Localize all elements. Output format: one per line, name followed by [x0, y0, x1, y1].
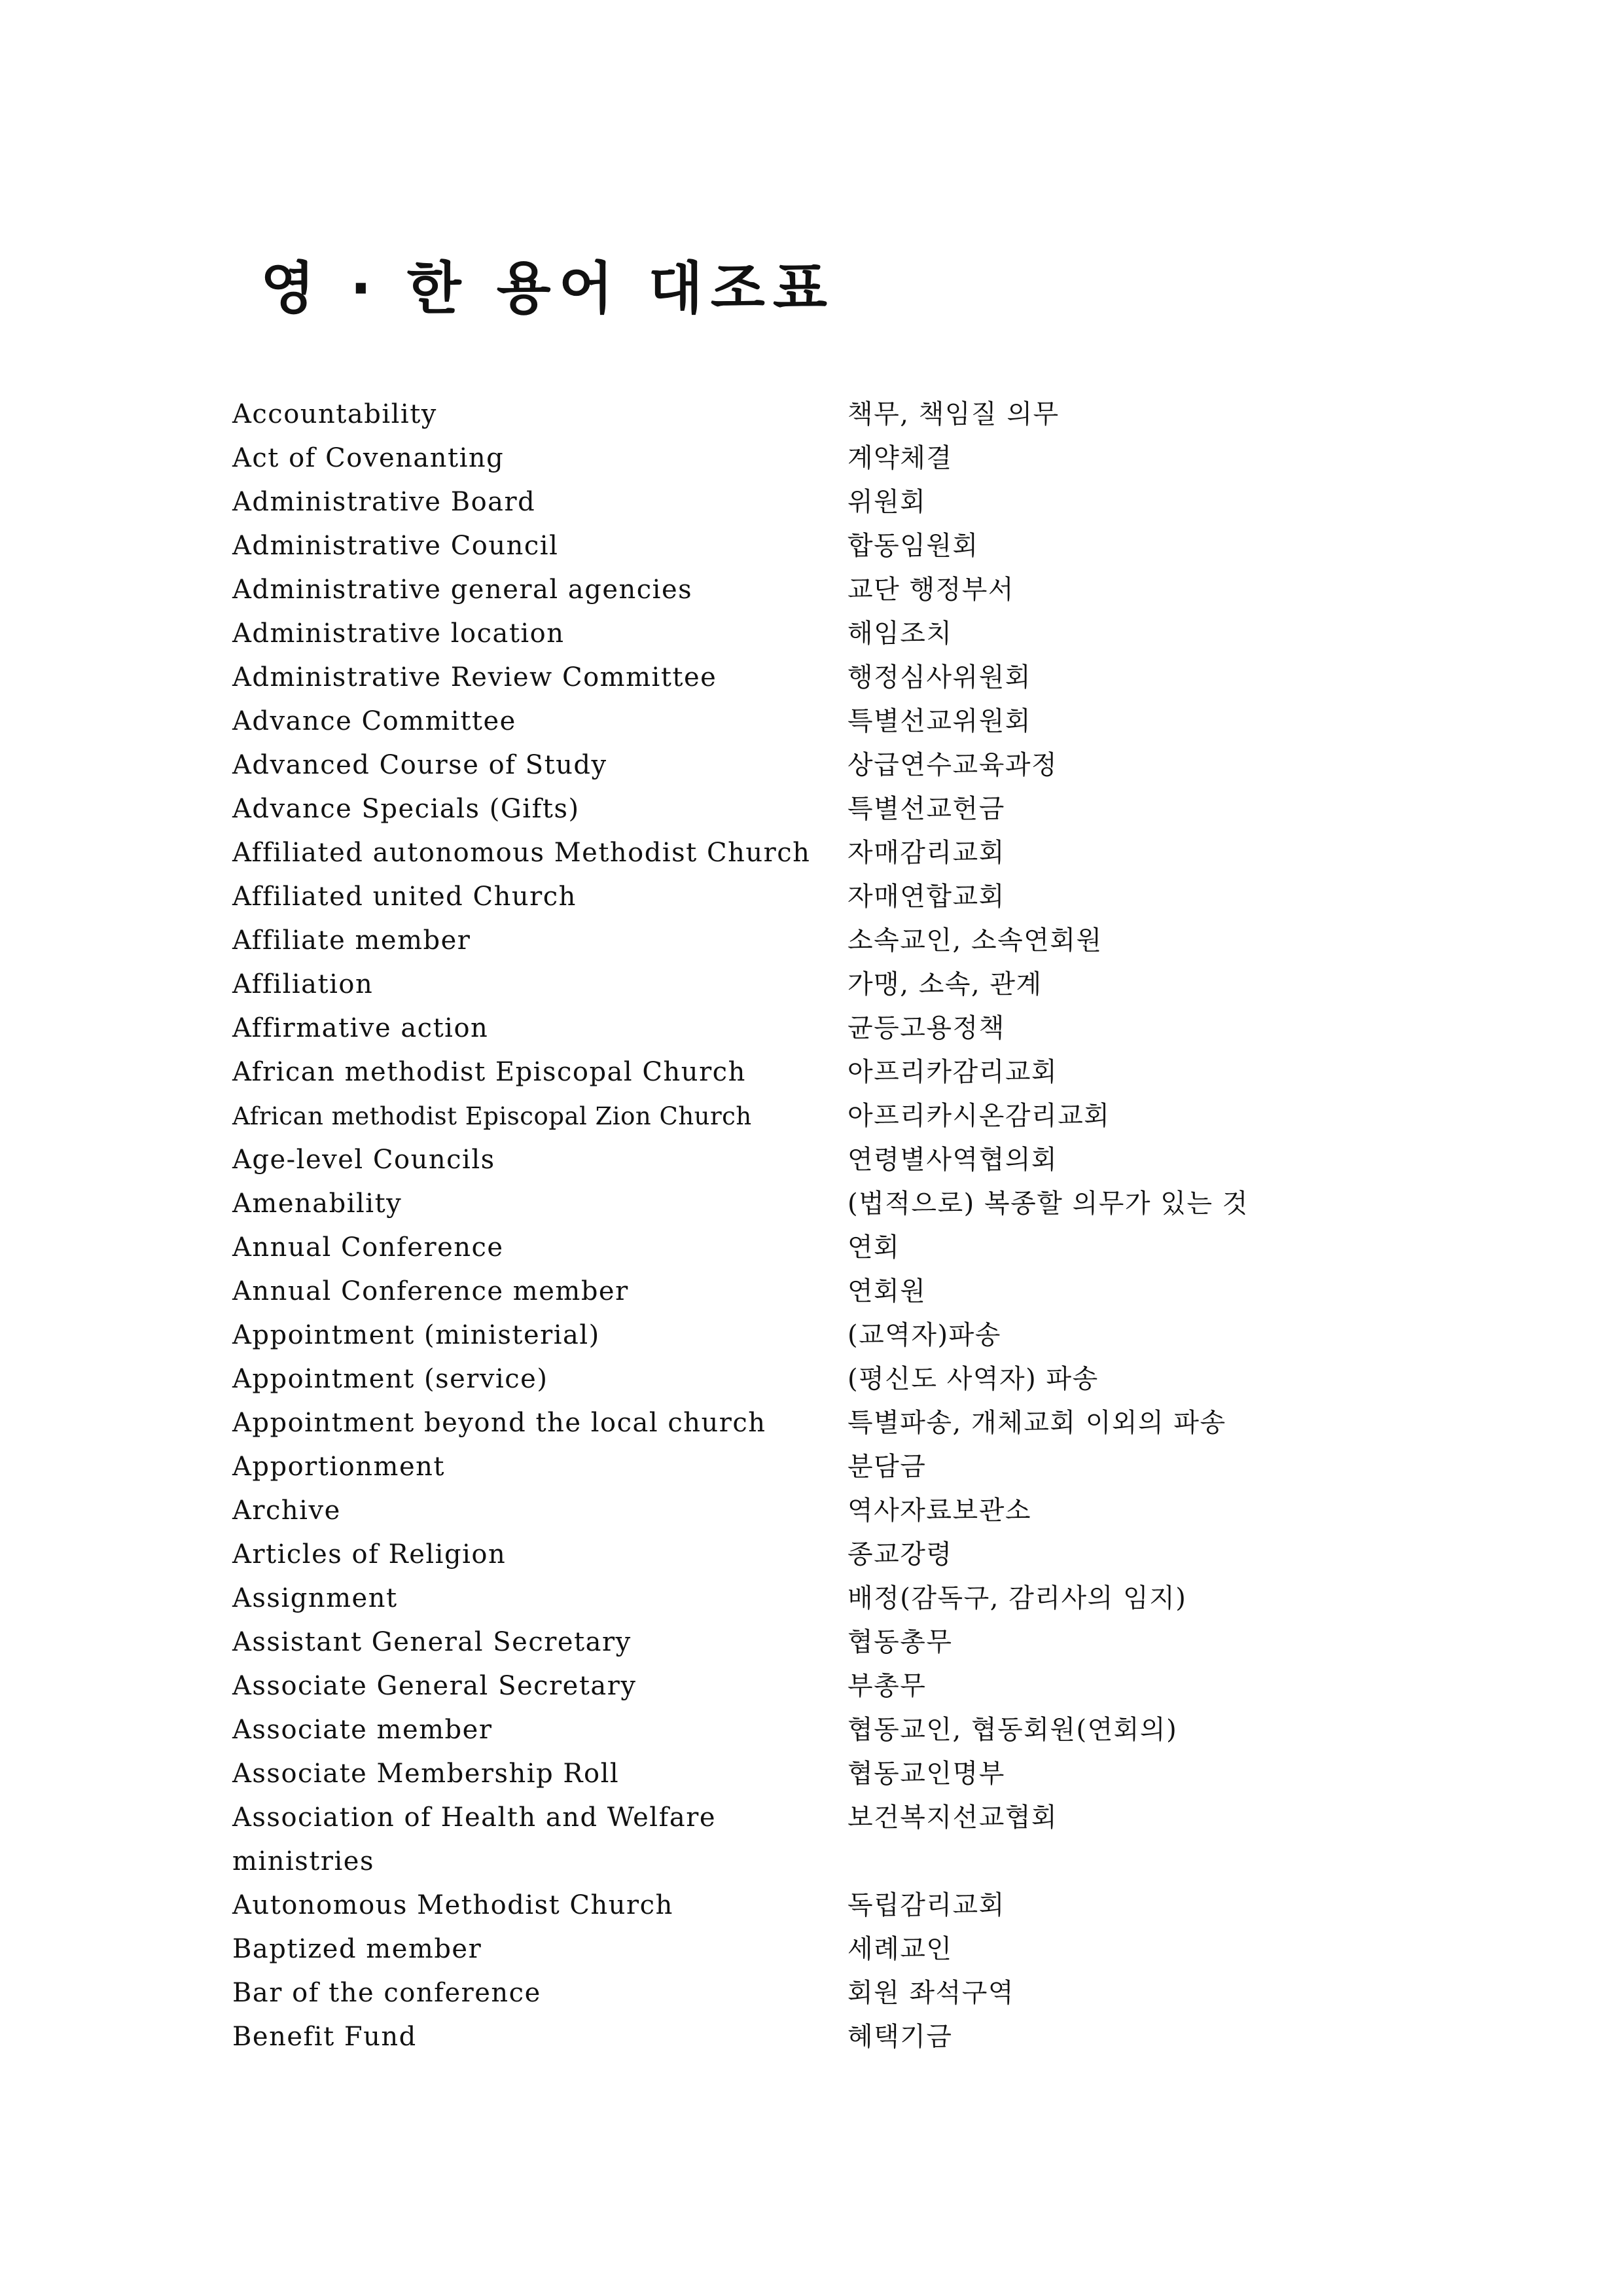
glossary-entry — [232, 919, 1476, 963]
english-term: Annual Conference — [232, 1232, 504, 1263]
glossary-entry — [232, 831, 1476, 875]
korean-term: 연령별사역협의회 — [847, 1145, 1058, 1175]
korean-term: 세례교인 — [847, 1934, 953, 1964]
glossary-entry — [232, 1357, 1476, 1401]
korean-term: 자매연합교회 — [847, 882, 1005, 912]
english-term: Associate member — [232, 1715, 493, 1745]
korean-term: 소속교인, 소속연회원 — [847, 925, 1103, 956]
glossary-entry — [232, 393, 1476, 437]
korean-term: 회원 좌석구역 — [847, 1978, 1015, 2008]
english-term: Accountability — [232, 399, 437, 429]
glossary-entry — [232, 1489, 1476, 1533]
glossary-entry — [232, 1884, 1476, 1928]
glossary-entry — [232, 1050, 1476, 1094]
english-term: Affiliate member — [232, 925, 471, 956]
glossary-entry — [232, 1708, 1476, 1752]
english-term: Advance Committee — [232, 706, 516, 736]
glossary-entry — [232, 1796, 1476, 1884]
english-term: Benefit Fund — [232, 2022, 417, 2052]
korean-term: 특별선교위원회 — [847, 706, 1031, 736]
english-term: Advance Specials (Gifts) — [232, 794, 580, 824]
korean-term: 협동총무 — [847, 1627, 953, 1657]
english-term: Administrative Review Committee — [232, 662, 717, 692]
english-term: Amenability — [232, 1189, 402, 1219]
glossary-entry — [232, 1664, 1476, 1708]
korean-term: 종교강령 — [847, 1539, 953, 1570]
korean-term: (법적으로) 복종할 의무가 있는 것 — [847, 1189, 1249, 1219]
glossary-entry — [232, 1445, 1476, 1489]
english-term: Administrative Board — [232, 487, 536, 517]
korean-term: (평신도 사역자) 파송 — [847, 1364, 1099, 1394]
korean-term: 보건복지선교협회 — [847, 1803, 1058, 1833]
page-title: 영 · 한 용어 대조표 — [260, 256, 835, 321]
glossary-entry — [232, 1007, 1476, 1050]
english-term: Assignment — [232, 1583, 398, 1613]
korean-term: 협동교인명부 — [847, 1759, 1005, 1789]
glossary-entry — [232, 1401, 1476, 1445]
english-term: Annual Conference member — [232, 1276, 629, 1306]
glossary-entry — [232, 656, 1476, 700]
glossary-entry — [232, 1314, 1476, 1357]
english-term: Administrative general agencies — [232, 575, 693, 605]
korean-term: 특별선교헌금 — [847, 794, 1005, 824]
english-term: Advanced Course of Study — [232, 750, 607, 780]
korean-term: 가맹, 소속, 관계 — [847, 969, 1043, 999]
glossary-entry — [232, 875, 1476, 919]
glossary-entry — [232, 787, 1476, 831]
korean-term: 계약체결 — [847, 443, 953, 473]
glossary-entry — [232, 2015, 1476, 2059]
korean-term: 상급연수교육과정 — [847, 750, 1058, 780]
korean-term: 연회원 — [847, 1276, 927, 1306]
english-term: Administrative Council — [232, 531, 559, 561]
glossary-entry — [232, 480, 1476, 524]
glossary-entry — [232, 1928, 1476, 1971]
english-term: African methodist Episcopal Church — [232, 1057, 746, 1087]
korean-term: 부총무 — [847, 1671, 927, 1701]
glossary-entry — [232, 700, 1476, 744]
glossary-entry — [232, 1182, 1476, 1226]
english-term: Autonomous Methodist Church — [232, 1890, 673, 1920]
korean-term: 위원회 — [847, 487, 927, 517]
korean-term: 아프리카감리교회 — [847, 1057, 1058, 1087]
glossary-entry — [232, 1138, 1476, 1182]
korean-term: 독립감리교회 — [847, 1890, 1005, 1920]
english-term: Age-level Councils — [232, 1145, 495, 1175]
korean-term: 행정심사위원회 — [847, 662, 1031, 692]
korean-term: 특별파송, 개체교회 이외의 파송 — [847, 1408, 1226, 1438]
glossary-entry — [232, 437, 1476, 480]
english-term: Articles of Religion — [232, 1539, 507, 1570]
english-term: Affiliated autonomous Methodist Church — [232, 838, 811, 868]
glossary-list — [232, 393, 1476, 2059]
korean-term: 혜택기금 — [847, 2022, 953, 2052]
korean-term: 협동교인, 협동회원(연회의) — [847, 1715, 1178, 1745]
glossary-entry — [232, 524, 1476, 568]
english-term: Affiliation — [232, 969, 374, 999]
english-term: Associate General Secretary — [232, 1671, 637, 1701]
english-term: Administrative location — [232, 619, 565, 649]
korean-term: 합동임원회 — [847, 531, 979, 561]
english-term: Bar of the conference — [232, 1978, 541, 2008]
korean-term: 균등고용정책 — [847, 1013, 1005, 1043]
english-term: Affiliated united Church — [232, 882, 577, 912]
english-term: Associate Membership Roll — [232, 1759, 620, 1789]
glossary-entry — [232, 1094, 1476, 1138]
korean-term: (교역자)파송 — [847, 1320, 1001, 1350]
korean-term: 배정(감독구, 감리사의 임지) — [847, 1583, 1187, 1613]
glossary-entry — [232, 612, 1476, 656]
korean-term: 책무, 책임질 의무 — [847, 399, 1060, 429]
glossary-entry — [232, 1533, 1476, 1577]
english-term: Act of Covenanting — [232, 443, 505, 473]
english-term: African methodist Episcopal Zion Church — [232, 1102, 752, 1130]
english-term: Association of Health and Welfare ministries — [232, 1803, 717, 1876]
korean-term: 아프리카시온감리교회 — [847, 1101, 1111, 1131]
english-term: Apportionment — [232, 1452, 445, 1482]
korean-term: 자매감리교회 — [847, 838, 1005, 868]
glossary-entry — [232, 1971, 1476, 2015]
glossary-entry — [232, 568, 1476, 612]
korean-term: 해임조치 — [847, 619, 953, 649]
korean-term: 분담금 — [847, 1452, 927, 1482]
korean-term: 역사자료보관소 — [847, 1496, 1031, 1526]
glossary-entry — [232, 1226, 1476, 1270]
english-term: Affirmative action — [232, 1013, 489, 1043]
glossary-entry — [232, 1752, 1476, 1796]
korean-term: 연회 — [847, 1232, 901, 1263]
english-term: Appointment (ministerial) — [232, 1320, 600, 1350]
glossary-entry — [232, 963, 1476, 1007]
english-term: Appointment (service) — [232, 1364, 548, 1394]
glossary-entry — [232, 1577, 1476, 1621]
english-term: Baptized member — [232, 1934, 482, 1964]
korean-term: 교단 행정부서 — [847, 575, 1015, 605]
english-term: Appointment beyond the local church — [232, 1408, 766, 1438]
glossary-entry — [232, 1270, 1476, 1314]
glossary-entry — [232, 744, 1476, 787]
glossary-entry — [232, 1621, 1476, 1664]
english-term: Assistant General Secretary — [232, 1627, 632, 1657]
english-term: Archive — [232, 1496, 341, 1526]
